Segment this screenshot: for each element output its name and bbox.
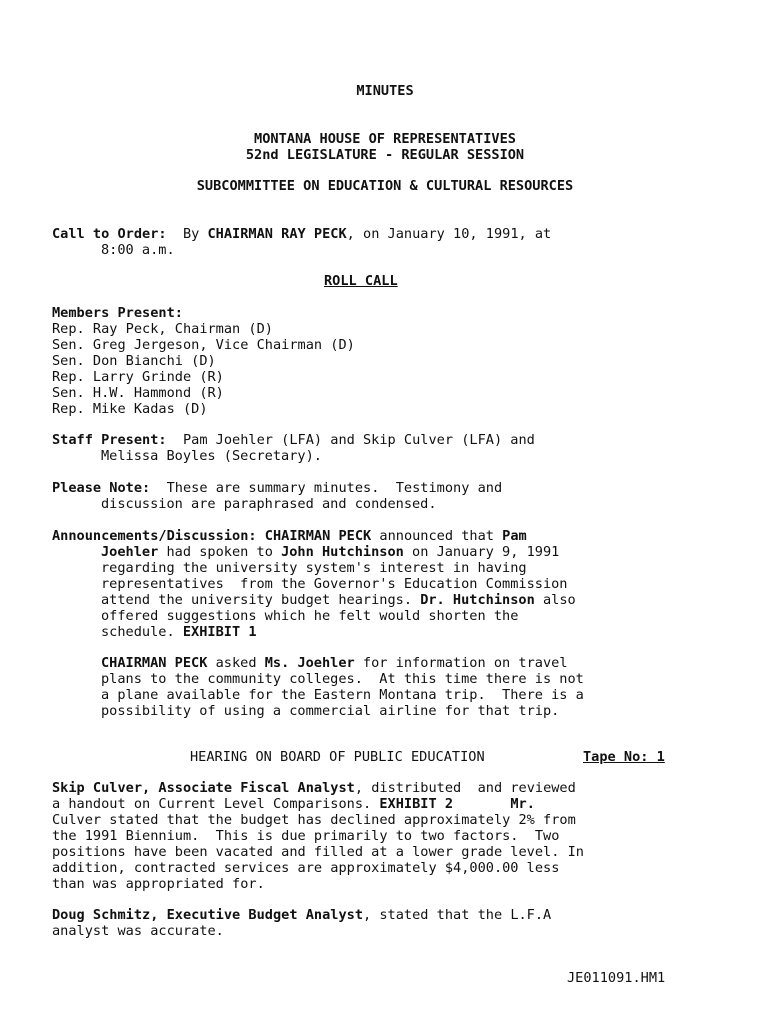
please-note-line2: discussion are paraphrased and condensed. <box>101 496 437 512</box>
members-present-label: Members Present: <box>52 305 183 321</box>
culver-paragraph-line: Culver stated that the budget has declined approximately 2% from <box>52 812 576 828</box>
announcements-text-line: schedule. EXHIBIT 1 <box>101 624 257 640</box>
member-item: Sen. Don Bianchi (D) <box>52 353 216 369</box>
call-to-order-time: 8:00 a.m. <box>101 242 175 258</box>
culver-paragraph-line: Skip Culver, Associate Fiscal Analyst, distributed and reviewed <box>52 780 576 796</box>
please-note-line: Please Note: These are summary minutes. Testimony and <box>52 480 503 496</box>
announcements-line: Announcements/Discussion: CHAIRMAN PECK announced that Pam <box>52 528 527 544</box>
culver-paragraph-line: than was appropriated for. <box>52 876 265 892</box>
member-item: Rep. Larry Grinde (R) <box>52 369 224 385</box>
legislature-title: 52nd LEGISLATURE - REGULAR SESSION <box>245 147 525 163</box>
culver-paragraph-line: positions have been vacated and filled at a lower grade level. In <box>52 844 584 860</box>
house-title: MONTANA HOUSE OF REPRESENTATIVES <box>254 131 516 147</box>
document-code: JE011091.HM1 <box>567 970 666 986</box>
announcements-text-line: Joehler had spoken to John Hutchinson on January 9, 1991 <box>101 544 560 560</box>
schmitz-paragraph-line: Doug Schmitz, Executive Budget Analyst, stated that the L.F.A <box>52 907 552 923</box>
member-item: Rep. Mike Kadas (D) <box>52 401 208 417</box>
member-item: Sen. Greg Jergeson, Vice Chairman (D) <box>52 337 355 353</box>
announcements-text-line: regarding the university system's interest in having <box>101 560 527 576</box>
roll-call-heading: ROLL CALL <box>324 273 398 289</box>
call-to-order-line: Call to Order: By CHAIRMAN RAY PECK, on January 10, 1991, at <box>52 226 552 242</box>
minutes-title: MINUTES <box>356 83 414 99</box>
staff-present-line2: Melissa Boyles (Secretary). <box>101 448 322 464</box>
announcements-text-line: offered suggestions which he felt would shorten the <box>101 608 519 624</box>
announcements-text-line: attend the university budget hearings. Dr. Hutchinson also <box>101 592 576 608</box>
hearing-title: HEARING ON BOARD OF PUBLIC EDUCATION <box>190 749 485 765</box>
travel-paragraph-line: a plane available for the Eastern Montana trip. There is a <box>101 687 584 703</box>
travel-paragraph-line: CHAIRMAN PECK asked Ms. Joehler for information on travel <box>101 655 568 671</box>
travel-paragraph-line: possibility of using a commercial airline for that trip. <box>101 703 560 719</box>
staff-present-line: Staff Present: Pam Joehler (LFA) and Skip Culver (LFA) and <box>52 432 535 448</box>
announcements-text-line: representatives from the Governor's Education Commission <box>101 576 568 592</box>
schmitz-paragraph-line: analyst was accurate. <box>52 923 224 939</box>
culver-paragraph-line: a handout on Current Level Comparisons. EXHIBIT 2 Mr. <box>52 796 535 812</box>
member-item: Rep. Ray Peck, Chairman (D) <box>52 321 273 337</box>
tape-number: Tape No: 1 <box>583 749 665 765</box>
member-item: Sen. H.W. Hammond (R) <box>52 385 224 401</box>
culver-paragraph-line: addition, contracted services are approximately $4,000.00 less <box>52 860 560 876</box>
travel-paragraph-line: plans to the community colleges. At this time there is not <box>101 671 584 687</box>
culver-paragraph-line: the 1991 Biennium. This is due primarily to two factors. Two <box>52 828 560 844</box>
subcommittee-title: SUBCOMMITTEE ON EDUCATION & CULTURAL RESOURCES <box>196 178 574 194</box>
